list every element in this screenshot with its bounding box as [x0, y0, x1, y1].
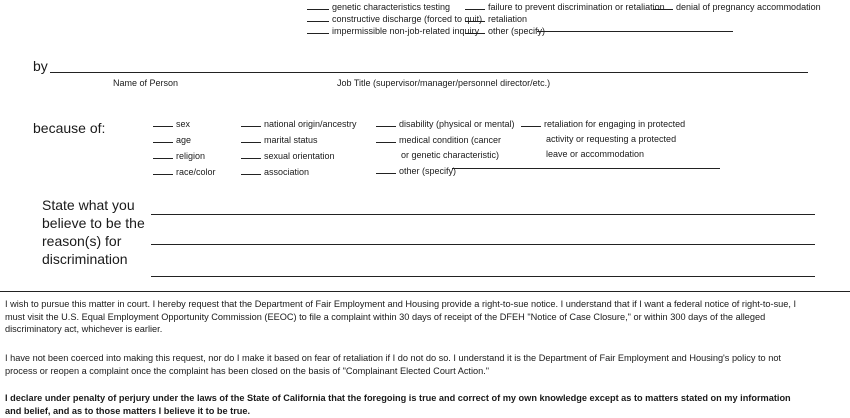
checkbox-blank[interactable]: [153, 166, 173, 175]
section-divider: [0, 291, 850, 292]
option-association[interactable]: association: [241, 166, 357, 178]
checkbox-blank[interactable]: [241, 118, 261, 127]
because-col1: [153, 118, 216, 178]
checkbox-blank[interactable]: [465, 13, 485, 22]
option-medical-condition[interactable]: medical condition (cancer: [376, 134, 515, 146]
checkbox-blank[interactable]: [153, 150, 173, 159]
checkbox-blank[interactable]: [521, 118, 541, 127]
option-national-origin[interactable]: national origin/ancestry: [241, 118, 357, 130]
checkbox-blank[interactable]: [153, 118, 173, 127]
top-option-col1: [307, 1, 482, 37]
reason-line-3[interactable]: [151, 276, 815, 277]
because-of-label: because of:: [33, 120, 106, 136]
option-sex[interactable]: sex: [153, 118, 216, 130]
checkbox-blank[interactable]: [307, 13, 329, 22]
option-failure-to-prevent[interactable]: failure to prevent discrimination or retaliation: [465, 1, 665, 13]
checkbox-blank[interactable]: [376, 134, 396, 143]
because-other-specify-line[interactable]: [452, 168, 720, 169]
checkbox-blank[interactable]: [241, 166, 261, 175]
because-col4: [521, 118, 685, 160]
option-medical-condition-cont: or genetic characteristic): [401, 150, 500, 160]
option-religion[interactable]: religion: [153, 150, 216, 162]
option-sexual-orientation[interactable]: sexual orientation: [241, 150, 357, 162]
by-person-line[interactable]: [50, 72, 808, 73]
option-other-specify-because[interactable]: other (specify): [376, 165, 515, 177]
option-constructive-discharge[interactable]: constructive discharge (forced to quit): [307, 13, 482, 25]
no-coercion-paragraph: I have not been coerced into making this request, nor do I make it based on fear of retaliation if I do not do so. I understand it is the Department of Fair Employment and Housing's policy to not process or reopen a complaint once the complaint has been closed on the basis of "Complainant Elected Court Action.": [5, 353, 781, 376]
option-race-color[interactable]: race/color: [153, 166, 216, 178]
name-of-person-caption: Name of Person: [113, 78, 179, 88]
top-option-col3: [653, 1, 821, 13]
option-retaliation[interactable]: retaliation: [465, 13, 665, 25]
perjury-declaration: I declare under penalty of perjury under the laws of the State of California that the foregoing is true and correct of my own knowledge except as to matters stated on my information and belief, and as to those matters I believe it to be true.: [5, 393, 791, 416]
option-retaliation-cont2: leave or accommodation: [546, 149, 645, 159]
option-retaliation-protected[interactable]: retaliation for engaging in protected: [521, 118, 685, 130]
right-to-sue-paragraph: I wish to pursue this matter in court. I hereby request that the Department of Fair Employment and Housing provide a right-to-sue notice. I understand that if I want a federal notice of right-to-sue, I must visit the U.S. Equal Employment Opportunity Commission (EEOC) to file a complaint within 30 days of receipt of the DFEH "Notice of Case Closure," or within 300 days of the alleged discriminatory act, whichever is earlier.: [5, 299, 797, 334]
state-reason-label: State what you believe to be the reason(s) for discrimination: [42, 197, 145, 267]
checkbox-blank[interactable]: [465, 1, 485, 10]
reason-line-2[interactable]: [151, 244, 815, 245]
option-pregnancy-accommodation[interactable]: denial of pregnancy accommodation: [653, 1, 821, 13]
checkbox-blank[interactable]: [307, 1, 329, 10]
option-marital-status[interactable]: marital status: [241, 134, 357, 146]
checkbox-blank[interactable]: [653, 1, 673, 10]
checkbox-blank[interactable]: [376, 118, 396, 127]
by-label: by: [33, 58, 48, 74]
checkbox-blank[interactable]: [153, 134, 173, 143]
job-title-caption: Job Title (supervisor/manager/personnel director/etc.): [337, 78, 551, 88]
other-specify-line[interactable]: [537, 31, 733, 32]
checkbox-blank[interactable]: [376, 165, 396, 174]
checkbox-blank[interactable]: [465, 25, 485, 34]
reason-line-1[interactable]: [151, 214, 815, 215]
option-retaliation-cont1: activity or requesting a protected: [546, 134, 677, 144]
because-col2: [241, 118, 357, 178]
option-disability[interactable]: disability (physical or mental): [376, 118, 515, 130]
option-age[interactable]: age: [153, 134, 216, 146]
checkbox-blank[interactable]: [307, 25, 329, 34]
checkbox-blank[interactable]: [241, 150, 261, 159]
option-other-specify[interactable]: other (specify): [465, 25, 665, 37]
option-genetic-testing[interactable]: genetic characteristics testing: [307, 1, 482, 13]
checkbox-blank[interactable]: [241, 134, 261, 143]
option-impermissible-inquiry[interactable]: impermissible non-job-related inquiry: [307, 25, 482, 37]
